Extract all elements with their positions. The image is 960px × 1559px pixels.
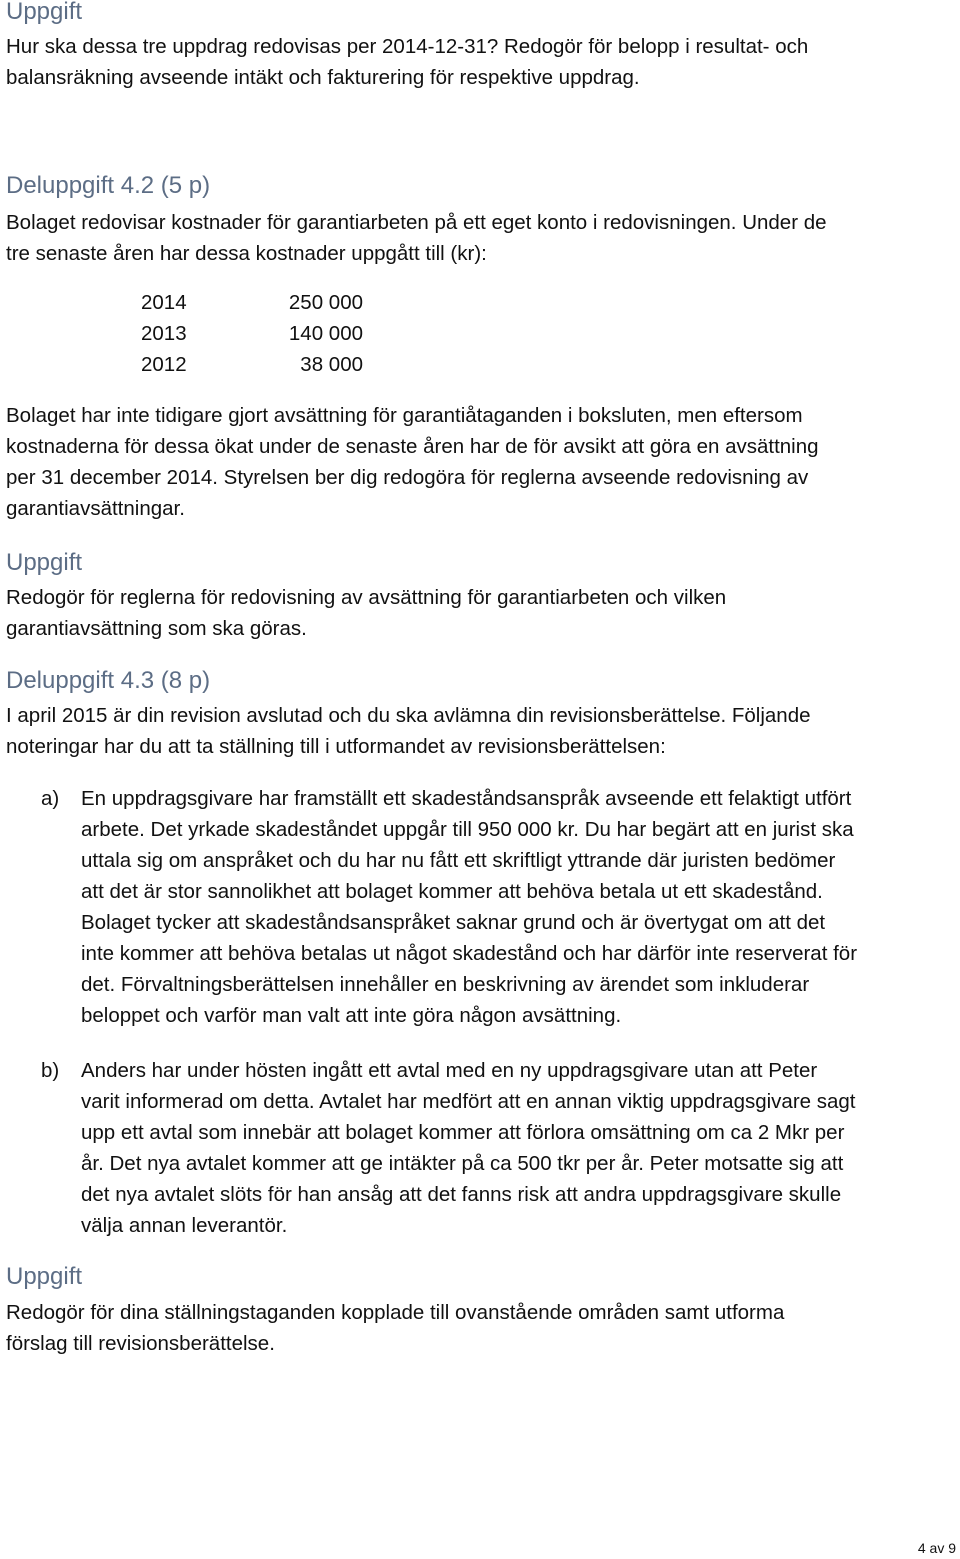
task-text-1: Hur ska dessa tre uppdrag redovisas per 2014-12-31? Redogör för belopp i resultat- och balansräkning avseende intäkt och fakturering för respektive uppdrag. [6, 35, 809, 89]
list-item-label-b: b) [41, 1059, 60, 1082]
list-item-text-b: Anders har under hösten ingått ett avtal med en ny uppdragsgivare utan att Peter varit informerad om detta. Avtalet har medfört att en annan viktig uppdragsgivare sagt upp ett avtal som innebär att bolaget kommer att förlora omsättning om ca 2 Mkr per år. Det nya avtalet kommer att ge intäkter på ca 500 tkr per år. Peter motsatte sig att det nya avtalet slöts för han ansåg att det fanns risk att andra uppdragsgivare skulle välja annan leverantör. [81, 1059, 856, 1237]
warranty-cost-table [141, 287, 363, 380]
deluppgift-4-3-intro: I april 2015 är din revision avslutad och du ska avlämna din revisionsberättelse. Följande noteringar har du att ta ställning till i utformandet av revisionsberättelsen: [6, 704, 811, 758]
deluppgift-4-2-intro: Bolaget redovisar kostnader för garantiarbeten på ett eget konto i redovisningen. Under de tre senaste åren har dessa kostnader uppgått till (kr): [6, 211, 827, 265]
section-heading-uppgift-1: Uppgift [6, 0, 83, 25]
cost-amount: 250 000 [288, 291, 363, 314]
page-number: 4 av 9 [917, 1540, 956, 1556]
task-text-2: Redogör för reglerna för redovisning av avsättning för garantiarbeten och vilken garantiavsättning som ska göras. [6, 586, 727, 640]
deluppgift-4-2-body: Bolaget har inte tidigare gjort avsättning för garantiåtaganden i boksluten, men eftersom kostnaderna för dessa ökat under de senaste åren har de för avsikt att göra en avsättning per 31 december 2014. Styrelsen ber dig redogöra för reglerna avseende redovisning av garantiavsättningar. [6, 404, 819, 520]
list-item-text-a: En uppdragsgivare har framställt ett skadeståndsanspråk avseende ett felaktigt utfört arbete. Det yrkade skadeståndet uppgår till 950 000 kr. Du har begärt att en jurist ska uttala sig om anspråket och du har nu fått ett skriftligt yttrande där juristen bedömer att det är stor sannolikhet att bolaget kommer att behöva betala ut ett skadestånd. Bolaget tycker att skadeståndsanspråket saknar grund och är övertygat om att det inte kommer att behöva betalas ut något skadestånd och har därför inte reserverat för det. Förvaltningsberättelsen innehåller en beskrivning av ärendet som inkluderar beloppet och varför man valt att inte göra någon avsättning. [81, 787, 858, 1027]
cost-year: 2013 [141, 322, 187, 345]
section-heading-uppgift-3: Uppgift [6, 1263, 83, 1290]
section-heading-deluppgift-4-2: Deluppgift 4.2 (5 p) [6, 172, 211, 199]
cost-year: 2012 [141, 353, 187, 376]
cost-amount: 140 000 [288, 322, 363, 345]
section-heading-deluppgift-4-3: Deluppgift 4.3 (8 p) [6, 667, 211, 694]
task-text-3: Redogör för dina ställningstaganden kopplade till ovanstående områden samt utforma förslag till revisionsberättelse. [6, 1301, 785, 1355]
cost-row [141, 318, 363, 349]
cost-row [141, 349, 363, 380]
cost-row [141, 287, 363, 318]
list-item-label-a: a) [41, 787, 60, 810]
cost-year: 2014 [141, 291, 187, 314]
cost-amount: 38 000 [300, 353, 363, 376]
section-heading-uppgift-2: Uppgift [6, 549, 83, 576]
